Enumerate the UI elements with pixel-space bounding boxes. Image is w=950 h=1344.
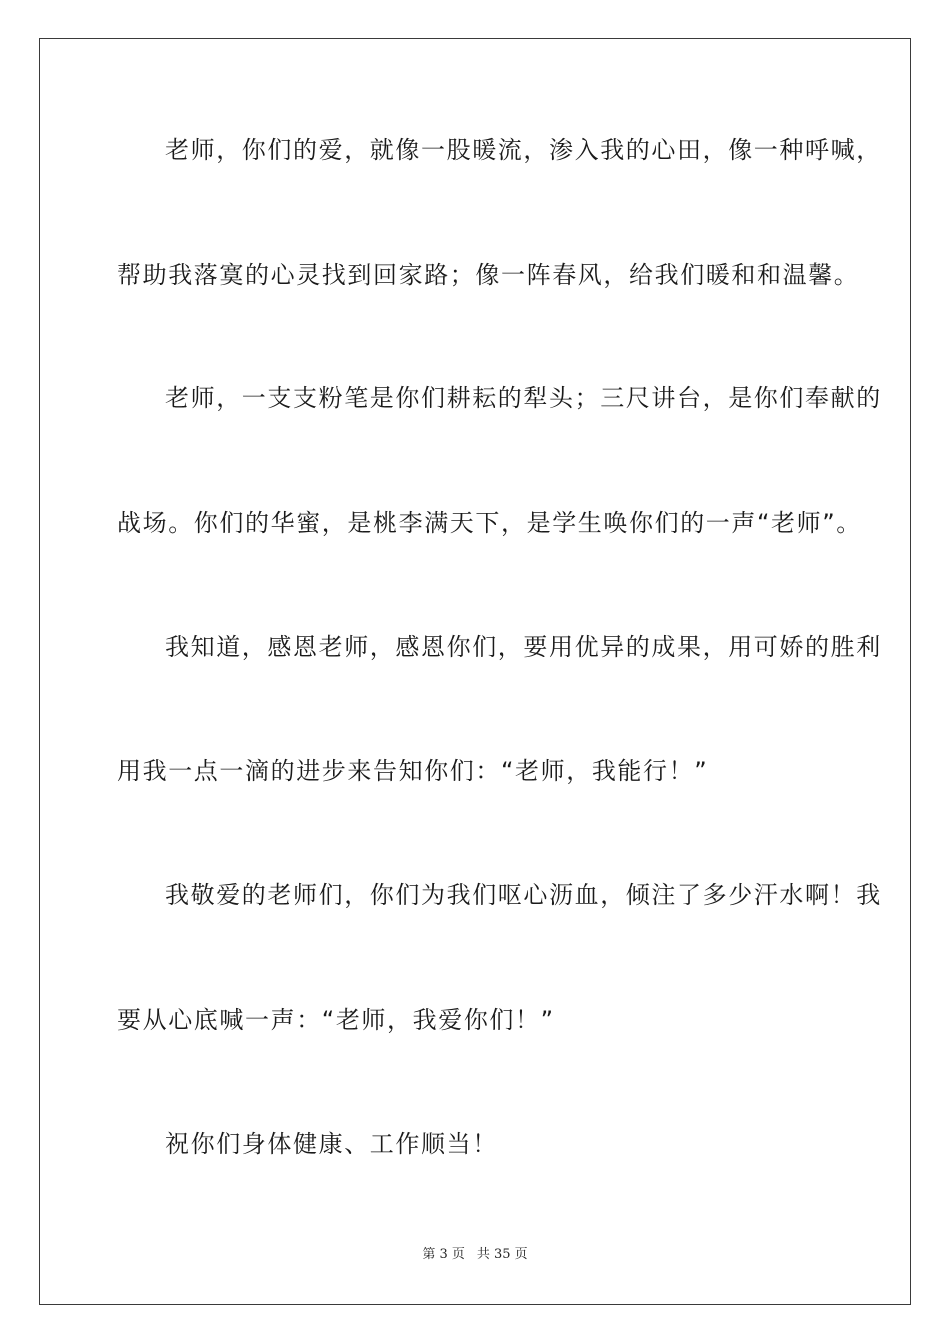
paragraph-line: 我知道，感恩老师，感恩你们，要用优异的成果，用可娇的胜利 [165,633,882,661]
page-footer [0,1246,950,1264]
paragraph-line: 祝你们身体健康、工作顺当！ [165,1130,498,1158]
paragraph-line: 帮助我落寞的心灵找到回家路；像一阵春风，给我们暖和和温馨。 [117,261,860,289]
paragraph-line: 战场。你们的华蜜，是桃李满天下，是学生唤你们的一声“老师”。 [117,509,862,537]
page-total: 共 35 页 [476,1247,528,1262]
page-border [39,38,911,1305]
paragraph-line: 要从心底喊一声：“老师，我爱你们！” [117,1006,555,1034]
paragraph-line: 我敬爱的老师们，你们为我们呕心沥血，倾注了多少汗水啊！我 [165,881,882,909]
paragraph-line: 老师，一支支粉笔是你们耕耘的犁头；三尺讲台，是你们奉献的 [165,384,882,412]
paragraph-line: 用我一点一滴的进步来告知你们：“老师，我能行！” [117,757,709,785]
page-number: 第 3 页 [422,1247,465,1262]
paragraph-line: 老师，你们的爱，就像一股暖流，渗入我的心田，像一种呼喊， [165,136,882,164]
